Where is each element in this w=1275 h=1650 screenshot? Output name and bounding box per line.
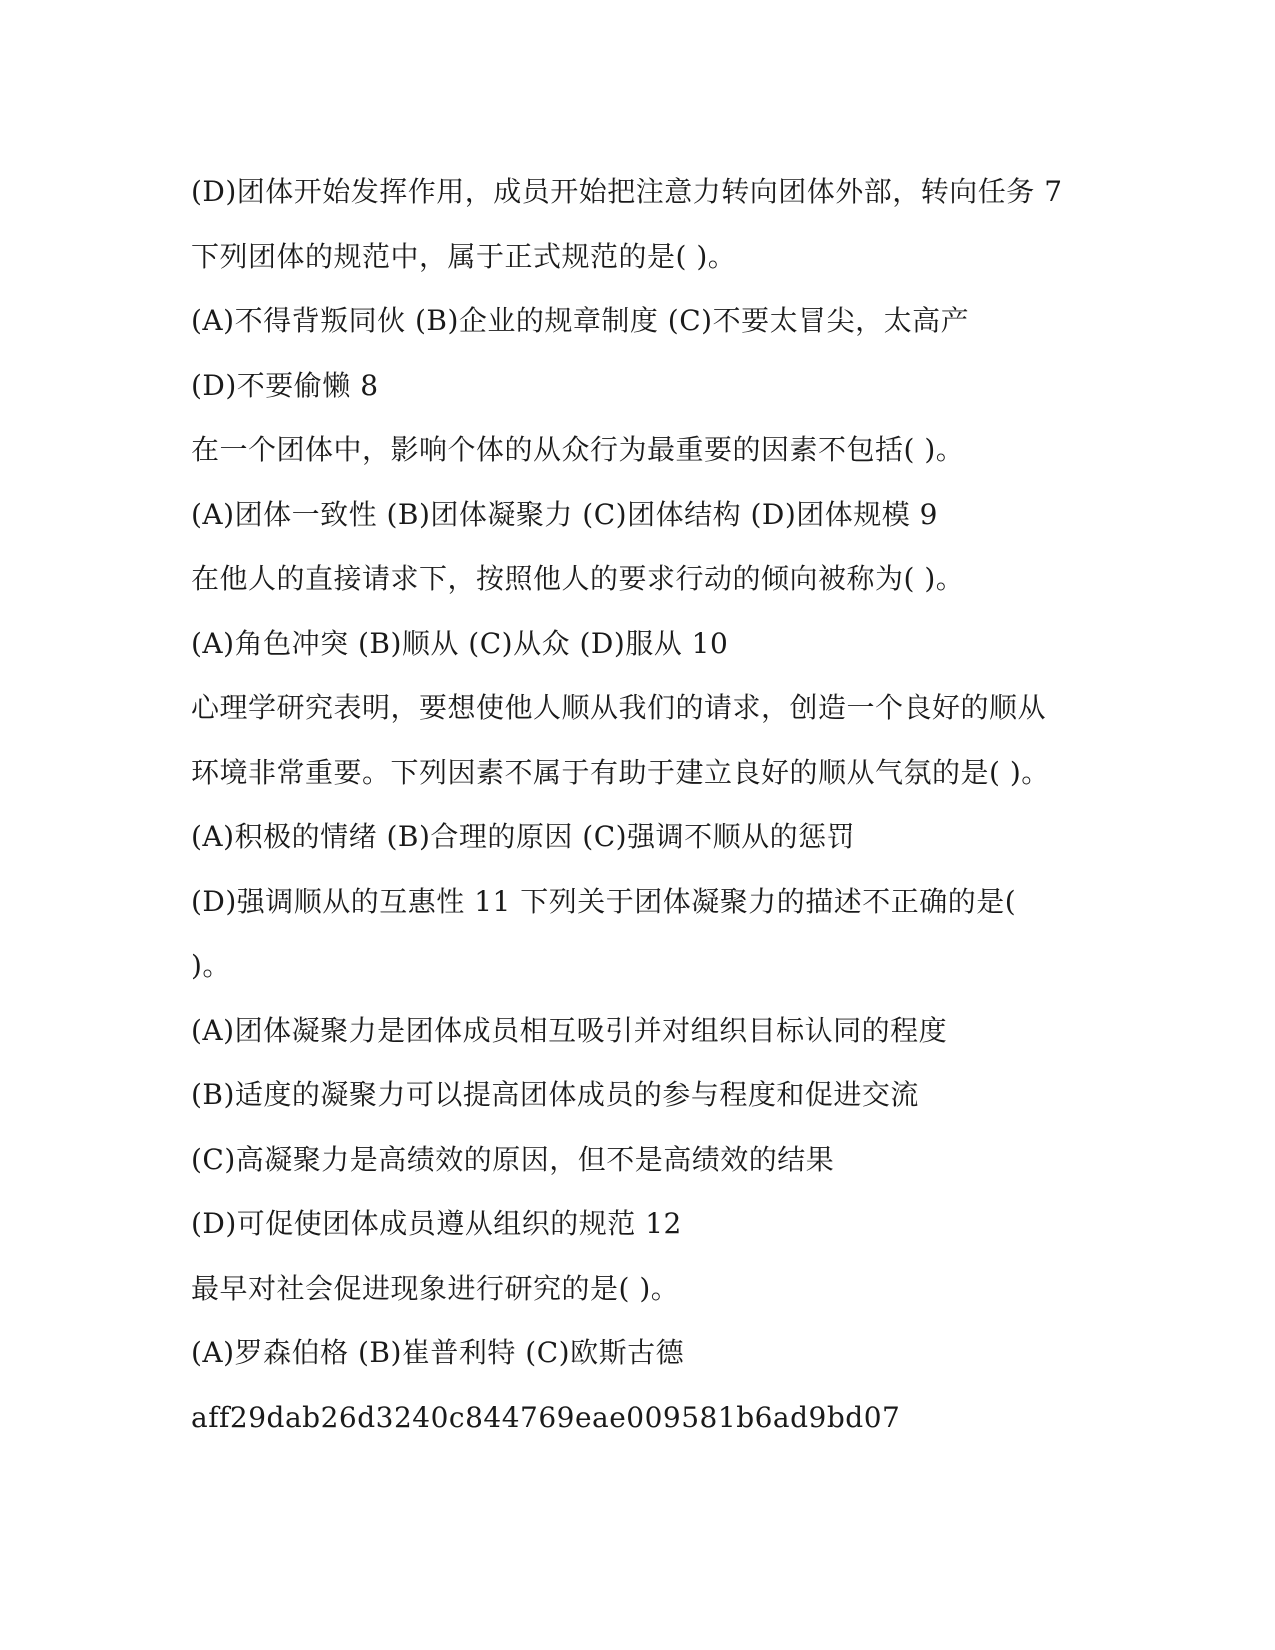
text-line: (A)积极的情绪 (B)合理的原因 (C)强调不顺从的惩罚 [191, 820, 856, 853]
text-line: 在一个团体中，影响个体的从众行为最重要的因素不包括( )。 [191, 433, 965, 466]
text-line: 心理学研究表明，要想使他人顺从我们的请求，创造一个良好的顺从 [191, 691, 1047, 724]
text-line: (A)不得背叛同伙 (B)企业的规章制度 (C)不要太冒尖，太高产 [191, 304, 970, 337]
text-line: (A)团体凝聚力是团体成员相互吸引并对组织目标认同的程度 [191, 1013, 948, 1047]
text-line: 在他人的直接请求下，按照他人的要求行动的倾向被称为( )。 [191, 562, 965, 595]
text-line: 环境非常重要。下列因素不属于有助于建立良好的顺从气氛的是( )。 [191, 755, 1050, 789]
text-line: )。 [191, 949, 231, 982]
text-line: (D)可促使团体成员遵从组织的规范 12 [191, 1207, 682, 1240]
document-hash: aff29dab26d3240c844769eae009581b6ad9bd07 [191, 1400, 901, 1434]
text-line: (B)适度的凝聚力可以提高团体成员的参与程度和促进交流 [191, 1078, 919, 1111]
text-line: (A)角色冲突 (B)顺从 (C)从众 (D)服从 10 [191, 626, 729, 660]
text-line: 最早对社会促进现象进行研究的是( )。 [191, 1271, 680, 1305]
text-line: (D)强调顺从的互惠性 11 下列关于团体凝聚力的描述不正确的是( [191, 884, 1017, 918]
document-body [191, 160, 1091, 1450]
text-line: 下列团体的规范中，属于正式规范的是( )。 [191, 239, 737, 273]
text-line: (D)不要偷懒 8 [191, 368, 379, 402]
text-line: (A)团体一致性 (B)团体凝聚力 (C)团体结构 (D)团体规模 9 [191, 497, 938, 531]
text-line: (D)团体开始发挥作用，成员开始把注意力转向团体外部，转向任务 7 [191, 175, 1063, 208]
text-line: (C)高凝聚力是高绩效的原因，但不是高绩效的结果 [191, 1142, 835, 1176]
text-line: (A)罗森伯格 (B)崔普利特 (C)欧斯古德 [191, 1336, 685, 1369]
